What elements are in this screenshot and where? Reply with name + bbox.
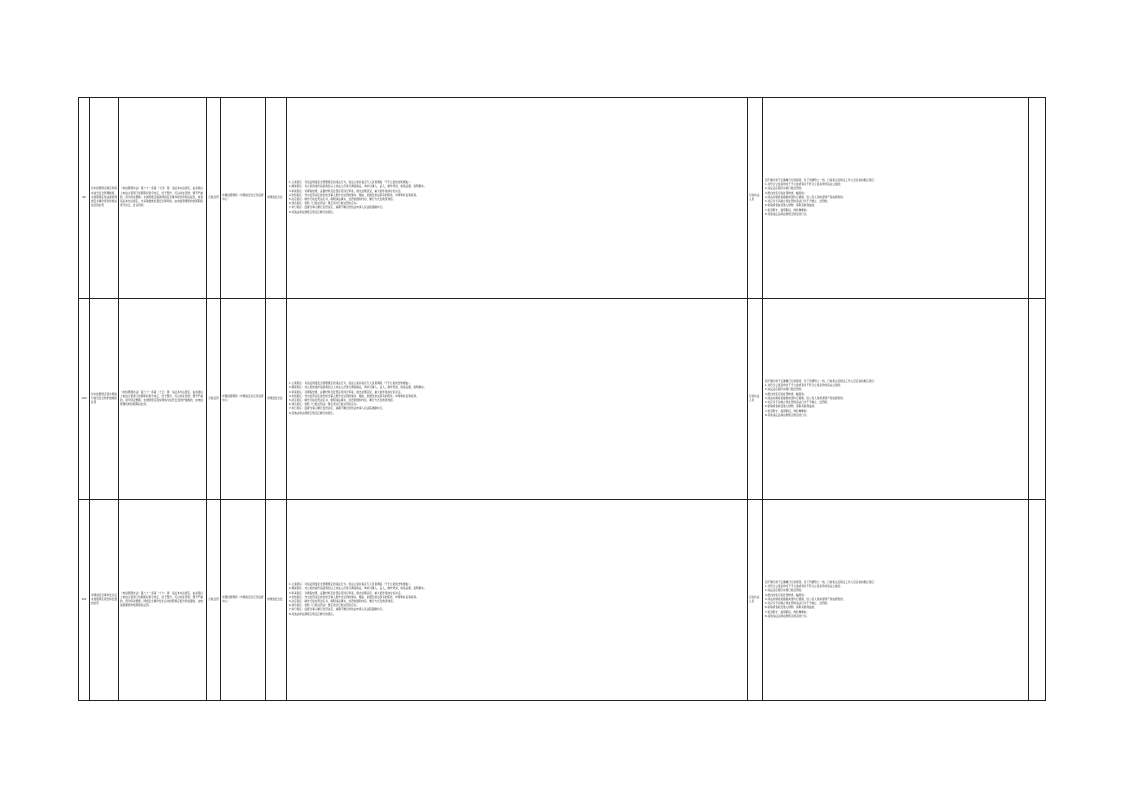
- accountability-item: 5.对应当予以制止和处罚的违法行为不予制止、处罚的；: [765, 602, 830, 606]
- responsibility-item: 3.审查责任：对调查结果、证据材料及处罚意见进行审查，提出处理意见，重大案件集体讨论决定。: [289, 390, 404, 394]
- responsibility-item: 8.其他法律法规规章规定应履行的责任。: [289, 210, 336, 214]
- accountability-item: 4.违法实施检查措施或者执行措施，给公民人身或者财产造成损害的；: [765, 195, 846, 199]
- accountability-item: 因不履行或不正确履行行政职责，有下列情形之一的，行政机关及相关工作人员应承担相应责任：: [765, 179, 877, 183]
- responsibility-items-cell: [287, 500, 748, 701]
- accountability-item: 1.对符合立案条件的不予立案或者对不符合立案条件的违法立案的；: [765, 183, 843, 187]
- accountability-item: 因不履行或不正确履行行政职责，有下列情形之一的，行政机关及相关工作人员应承担相应责任：: [765, 581, 877, 585]
- responsibility-item: 2.调查责任：对立案的案件指派两名以上执法人员进行调查取证，询问当事人、证人，制作笔录，收集证据，查明事实。: [289, 185, 427, 189]
- accountability-item: 2.违反法定程序实施行政处罚的；: [765, 388, 804, 392]
- accountability-item: 因不履行或不正确履行行政职责，有下列情形之一的，行政机关及相关工作人员应承担相应责任：: [765, 380, 877, 384]
- power-list-table: [78, 97, 1046, 701]
- legal-basis-cell: 《电信管理办法》第六十一条第（十六）项：违反本办法规定，由省级以上电信主管部门依照职权责令改正，给予警告，可以并处罚款；情节严重的，责令停业整顿；网络安全事件发生后未按照规定报告和处置的，由电信管理机构依照职权处罚。: [119, 500, 207, 701]
- accountability-item: 5.对应当予以制止和处罚的违法行为不予制止、处罚的；: [765, 200, 830, 204]
- power-item-name-cell: 对未按照规定制定和落实信息安全管理制度、未按照规定依法提供网络安全事件报告和相关信息的处罚: [90, 98, 119, 299]
- table-row: [79, 299, 1046, 500]
- responsibility-items-cell: [287, 299, 748, 500]
- remarks-cell: [1029, 98, 1046, 299]
- accountability-item: 3.擅自改变行政处罚种类、幅度的；: [765, 593, 807, 597]
- power-category-cell: 行政处罚: [207, 500, 221, 701]
- row-number-cell: 101: [79, 500, 90, 701]
- responsibility-item: 6.送达责任：依照《行政处罚法》规定送达行政处罚决定书。: [289, 604, 359, 608]
- responsibility-item: 4.告知责任：作出处罚决定前告知当事人拟作出处罚的事实、理由、依据及依法享有的陈述、申辩和听证等权利。: [289, 193, 419, 197]
- responsibility-item: 1.立案责任：对违反网络安全管理规定的违法行为，依法立案并指定专人负责调查（不予立案的告知理由）。: [289, 382, 413, 386]
- accountability-item: 1.对符合立案条件的不予立案或者对不符合立案条件的违法立案的；: [765, 585, 843, 589]
- accountability-item: 1.对符合立案条件的不予立案或者对不符合立案条件的违法立案的；: [765, 384, 843, 388]
- row-number-cell: 99: [79, 98, 90, 299]
- accountability-item: 3.擅自改变行政处罚种类、幅度的；: [765, 191, 807, 195]
- table-row: [79, 500, 1046, 701]
- responsibility-item: 3.审查责任：对调查结果、证据材料及处罚意见进行审查，提出处理意见，重大案件集体讨论决定。: [289, 591, 404, 595]
- responsibility-items-cell: [287, 98, 748, 299]
- responsibility-item: 6.送达责任：依照《行政处罚法》规定送达行政处罚决定书。: [289, 403, 359, 407]
- accountability-item: 8.其他违反法律法规规章规定的行为。: [765, 413, 809, 417]
- accountability-item: 7.玩忽职守、滥用职权、徇私舞弊的；: [765, 610, 809, 614]
- responsibility-item: 8.其他法律法规规章规定应履行的责任。: [289, 612, 336, 616]
- responsibility-item: 1.立案责任：对违反网络安全管理规定的违法行为，依法立案并指定专人负责调查（不予立案的告知理由）。: [289, 583, 413, 587]
- responsibility-item: 3.审查责任：对调查结果、证据材料及处罚意见进行审查，提出处理意见，重大案件集体讨论决定。: [289, 189, 404, 193]
- implementing-unit-cell: 市通信管理局（市网络安全应急指挥中心）: [221, 500, 266, 701]
- responsible-subject-cell: 行政执法人员: [748, 98, 763, 299]
- implementing-unit-cell: 市通信管理局（市网络安全应急指挥中心）: [221, 299, 266, 500]
- table-body: [79, 98, 1046, 701]
- table-row: [79, 98, 1046, 299]
- accountability-item: 6.索取或者收受他人财物、谋取其他利益的；: [765, 405, 817, 409]
- responsible-department-cell: 市网络安全处: [266, 500, 287, 701]
- accountability-item: 8.其他违反法律法规规章规定的行为。: [765, 614, 809, 618]
- responsibility-item: 5.决定责任：制作行政处罚决定书，载明违法事实、处罚依据和内容、履行方式及救济途径。: [289, 600, 396, 603]
- responsibility-item: 4.告知责任：作出处罚决定前告知当事人拟作出处罚的事实、理由、依据及依法享有的陈述、申辩和听证等权利。: [289, 595, 419, 599]
- accountability-item: 2.违反法定程序实施行政处罚的；: [765, 589, 804, 593]
- accountability-item: 4.违法实施检查措施或者执行措施，给公民人身或者财产造成损害的；: [765, 396, 846, 400]
- responsible-department-cell: 市网络安全处: [266, 299, 287, 500]
- remarks-cell: [1029, 299, 1046, 500]
- responsibility-item: 6.送达责任：依照《行政处罚法》规定送达行政处罚决定书。: [289, 202, 359, 206]
- power-item-name-cell: 对网络安全事件发生后未按照规定报告和处置的处罚: [90, 500, 119, 701]
- accountability-item: 4.违法实施检查措施或者执行措施，给公民人身或者财产造成损害的；: [765, 597, 846, 601]
- legal-basis-cell: 《电信管理办法》第六十一条第（十四）项：违反本办法规定，由省级以上电信主管部门依照职权责令改正，给予警告，可以并处罚款；情节严重的，责令停业整顿；未按照规定提供网络安全事件报告和相关信息，或者违反本办法规定，未采取措施处置安全事件的，由电信管理机构依照职权责令改正，处以罚款。: [119, 98, 207, 299]
- accountability-cell: [763, 98, 1029, 299]
- responsibility-item: 2.调查责任：对立案的案件指派两名以上执法人员进行调查取证，询问当事人、证人，制作笔录，收集证据，查明事实。: [289, 386, 427, 390]
- responsibility-item: 1.立案责任：对违反网络安全管理规定的违法行为，依法立案并指定专人负责调查（不予立案的告知理由）。: [289, 181, 413, 185]
- responsibility-item: 4.告知责任：作出处罚决定前告知当事人拟作出处罚的事实、理由、依据及依法享有的陈述、申辩和听证等权利。: [289, 394, 419, 398]
- power-category-cell: 行政处罚: [207, 98, 221, 299]
- responsible-subject-cell: 行政执法人员: [748, 299, 763, 500]
- responsible-department-cell: 市网络安全处: [266, 98, 287, 299]
- accountability-item: 7.玩忽职守、滥用职权、徇私舞弊的；: [765, 409, 809, 413]
- accountability-cell: [763, 500, 1029, 701]
- legal-basis-cell: 《电信管理办法》第六十一条第（十五）项：违反本办法规定，由省级以上电信主管部门依照职权责令改正，给予警告，可以并处罚款；情节严重的，责令停业整顿；未按照规定落实网络与信息安全防护措施的，由电信管理机构依照职权处罚。: [119, 299, 207, 500]
- accountability-item: 6.索取或者收受他人财物、谋取其他利益的；: [765, 606, 817, 610]
- remarks-cell: [1029, 500, 1046, 701]
- responsibility-item: 8.其他法律法规规章规定应履行的责任。: [289, 411, 336, 415]
- accountability-item: 2.违反法定程序实施行政处罚的；: [765, 187, 804, 191]
- accountability-item: 7.玩忽职守、滥用职权、徇私舞弊的；: [765, 208, 809, 212]
- accountability-item: 8.其他违反法律法规规章规定的行为。: [765, 212, 809, 216]
- power-category-cell: 行政处罚: [207, 299, 221, 500]
- responsibility-item: 5.决定责任：制作行政处罚决定书，载明违法事实、处罚依据和内容、履行方式及救济途径。: [289, 399, 396, 402]
- responsibility-item: 7.执行责任：监督当事人履行处罚决定，逾期不履行的依法申请人民法院强制执行。: [289, 407, 385, 411]
- row-number-cell: 100: [79, 299, 90, 500]
- responsibility-item: 5.决定责任：制作行政处罚决定书，载明违法事实、处罚依据和内容、履行方式及救济途径。: [289, 198, 396, 201]
- responsible-subject-cell: 行政执法人员: [748, 500, 763, 701]
- accountability-item: 3.擅自改变行政处罚种类、幅度的；: [765, 392, 807, 396]
- accountability-item: 6.索取或者收受他人财物、谋取其他利益的；: [765, 204, 817, 208]
- accountability-cell: [763, 299, 1029, 500]
- power-item-name-cell: 对未按照规定落实网络与信息安全防护措施的处罚: [90, 299, 119, 500]
- responsibility-item: 7.执行责任：监督当事人履行处罚决定，逾期不履行的依法申请人民法院强制执行。: [289, 608, 385, 612]
- accountability-item: 5.对应当予以制止和处罚的违法行为不予制止、处罚的；: [765, 401, 830, 405]
- responsibility-item: 7.执行责任：监督当事人履行处罚决定，逾期不履行的依法申请人民法院强制执行。: [289, 206, 385, 210]
- responsibility-item: 2.调查责任：对立案的案件指派两名以上执法人员进行调查取证，询问当事人、证人，制作笔录，收集证据，查明事实。: [289, 587, 427, 591]
- implementing-unit-cell: 市通信管理局（市网络安全应急指挥中心）: [221, 98, 266, 299]
